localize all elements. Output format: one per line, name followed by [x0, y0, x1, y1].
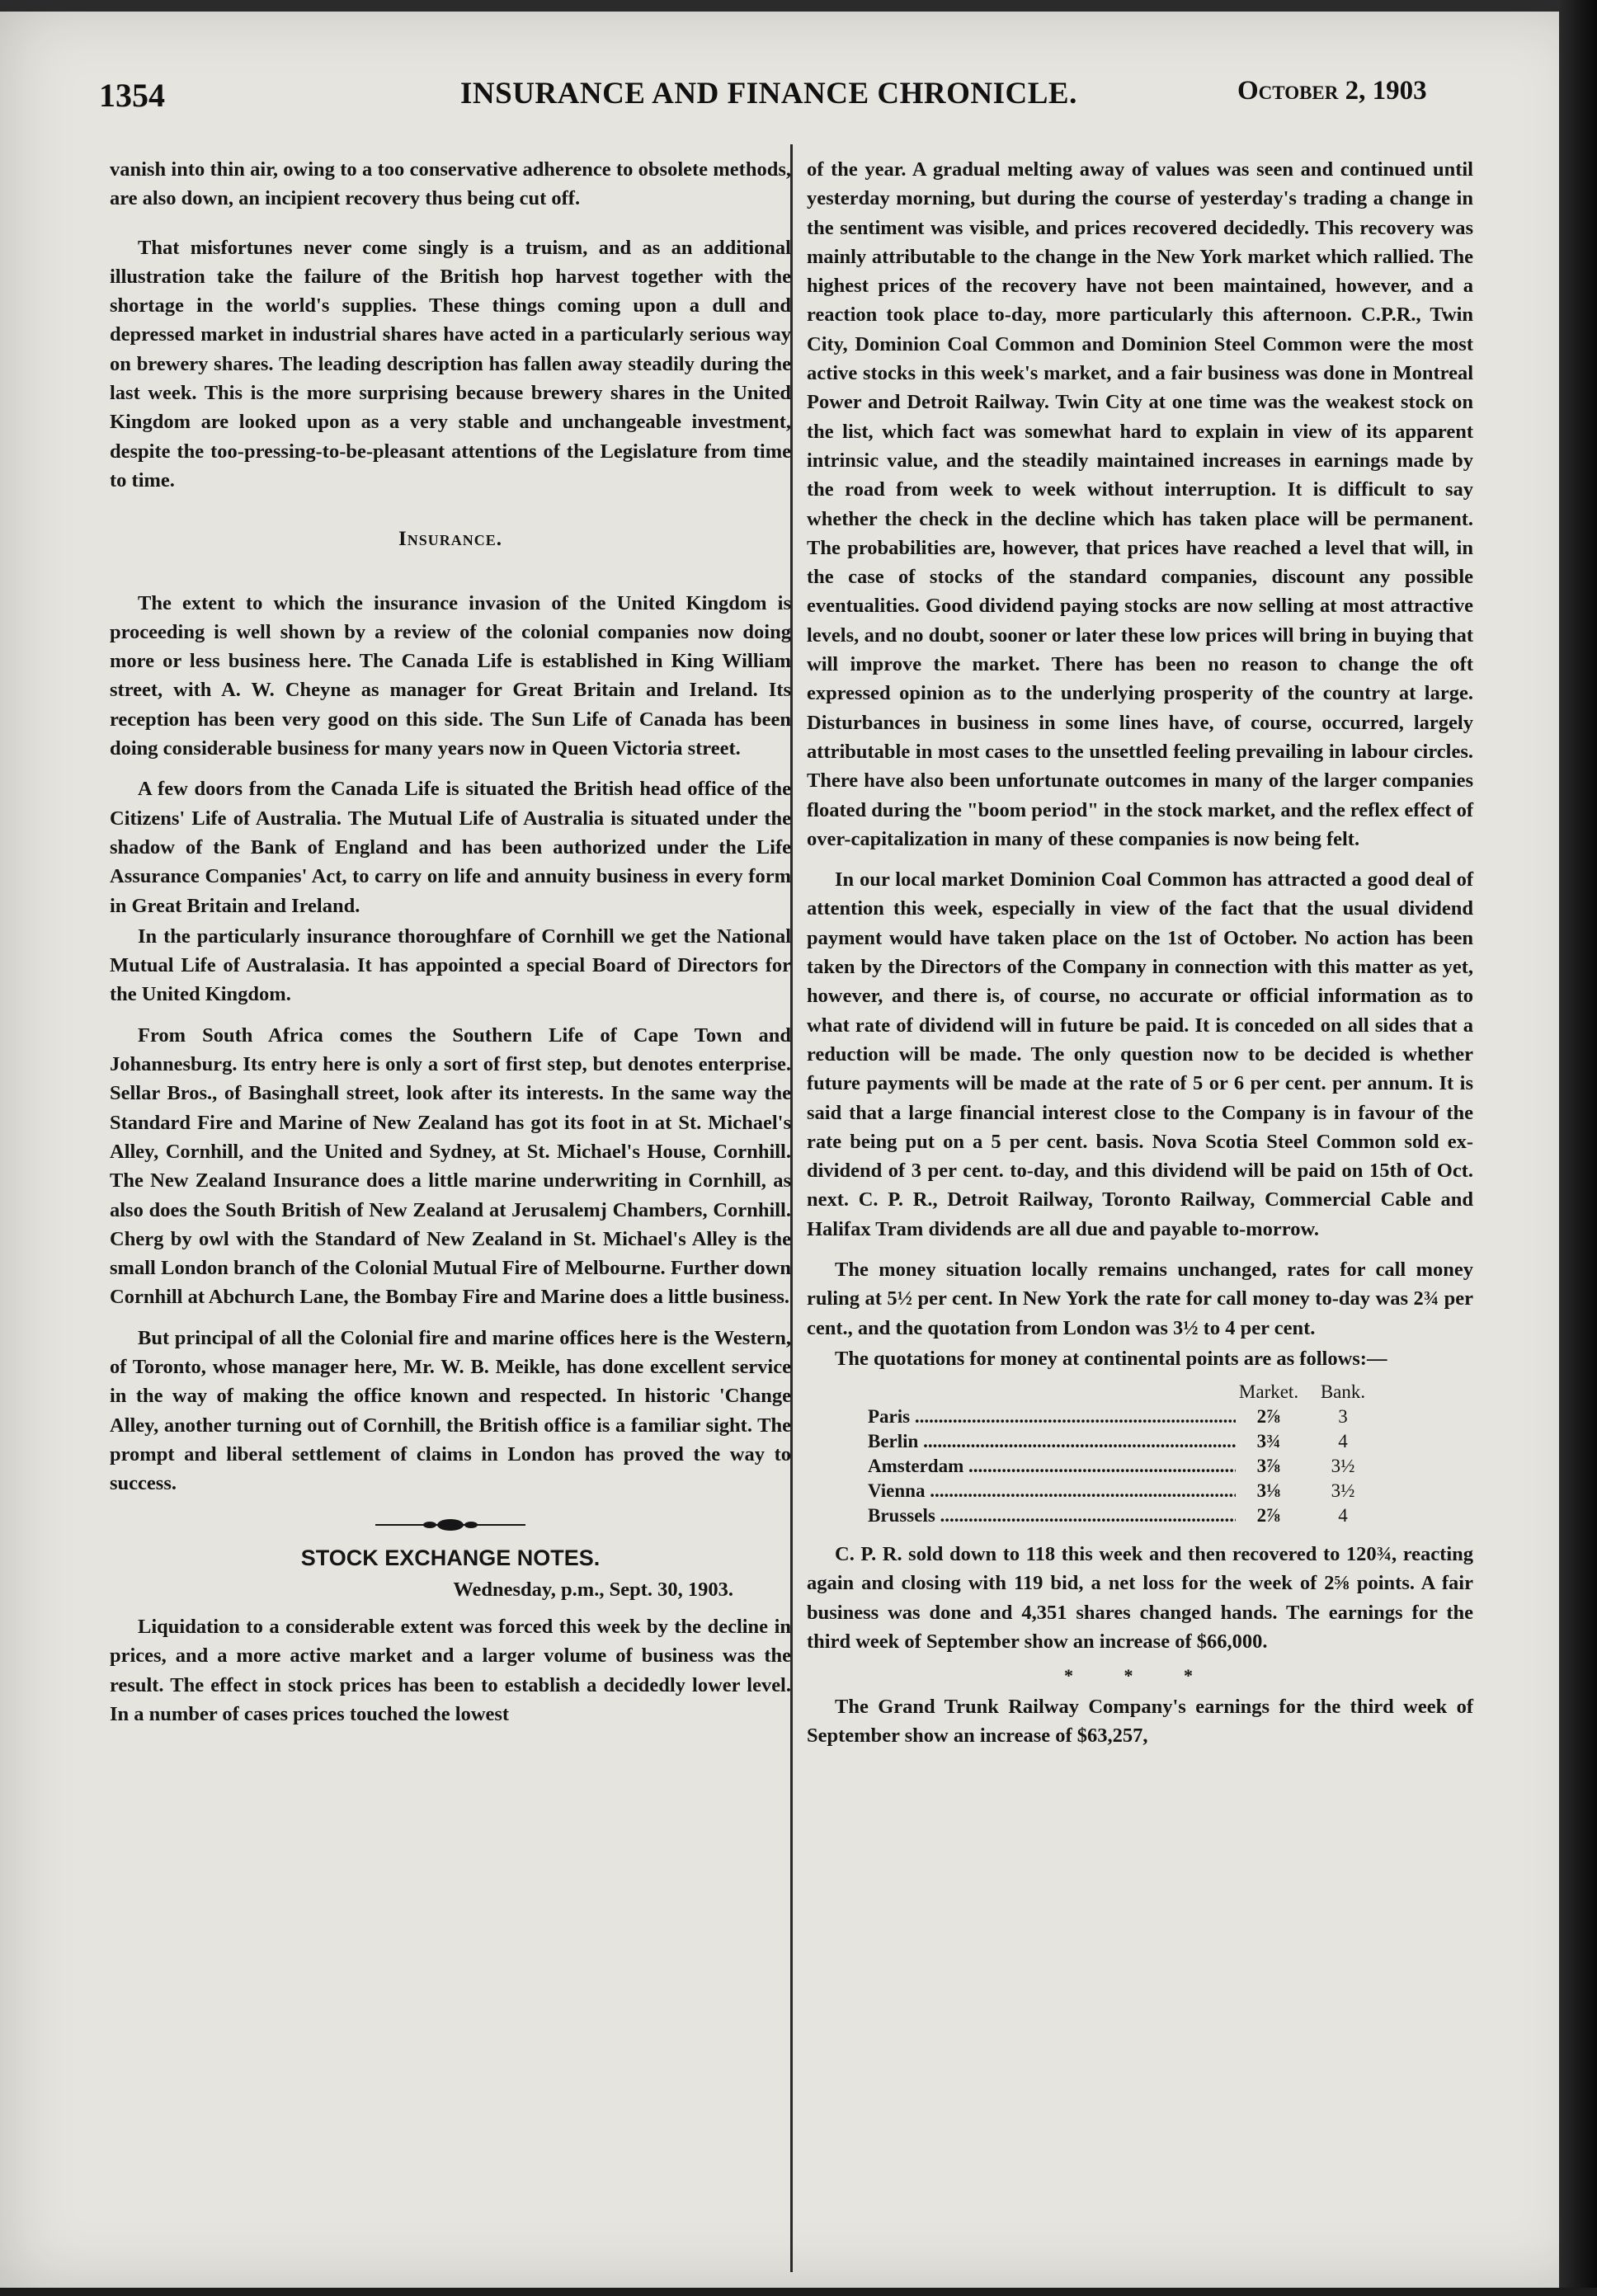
city-name: Vienna .....	[807, 1479, 1236, 1503]
table-row	[807, 1454, 1473, 1479]
market-rate: 3⅛	[1256, 1480, 1281, 1502]
bank-rate: 3½	[1331, 1480, 1355, 1502]
scan-border-top	[0, 0, 1597, 12]
quotations-header-row	[807, 1380, 1473, 1404]
scan-border-bottom	[0, 2288, 1597, 2296]
grand-trunk-paragraph: The Grand Trunk Railway Company's earnings for the third week of September show an increase of $63,257,	[807, 1695, 1473, 1747]
intro-paragraph: vanish into thin air, owing to a too conservative adherence to obsolete methods, are also down, an incipient recovery thus being cut off.	[110, 158, 791, 210]
city-name: Berlin .....	[807, 1429, 1236, 1454]
continued-paragraph: of the year. A gradual melting away of values was seen and continued until yesterday morning, but during the course of yesterday's trading a change in the sentiment was visible, and prices recovered decidedly. This recovery was mainly attributable to the change in the New York market which rallied. The highest prices of the recovery have not been maintained, however, and a reaction took place to-day, more particularly this afternoon. C.P.R., Twin City, Dominion Coal Common and Dominion Steel Common were the most active stocks in this week's market, and a fair business was done in Montreal Power and Detroit Railway. Twin City at one time was the weakest stock on the list, which fact was somewhat hard to explain in view of its apparent intrinsic value, and the steadily maintained increases in earnings made by the road from week to week without interruption. It is difficult to say whether the check in the decline which has taken place will be permanent. The probabilities are, however, that prices have reached a level that will, in the case of stocks of the standard companies, discount any possible eventualities. Good dividend paying stocks are now selling at most attractive levels, and no doubt, sooner or later these low prices will bring in buying that will improve the market. There has been no reason to change the oft expressed opinion as to the underlying prosperity of the country at large. Disturbances in business in some lines have, of course, occurred, largely attributable in most cases to the unsettled feeling prevailing in labour circles. There have also been unfortunate outcomes in many of the larger companies floated during the "boom period" in the stock market, and the reflex effect of over-capitalization in many of these companies is now being felt.	[807, 158, 1473, 850]
insurance-paragraph: In the particularly insurance thoroughfare of Cornhill we get the National Mutual Life of Australasia. It has appointed a special Board of Directors for the United Kingdom.	[110, 925, 791, 1006]
bank-rate: 3	[1338, 1406, 1348, 1428]
market-rate: 2⅞	[1256, 1406, 1281, 1428]
right-column	[807, 155, 1473, 1762]
insurance-paragraph: The extent to which the insurance invasion of the United Kingdom is proceeding is well shown by a review of the colonial companies now doing more or less business here. The Canada Life is established in King William street, with A. W. Cheyne as manager for Great Britain and Ireland. Its reception has been very good on this side. The Sun Life of Canada has been doing considerable business for many years now in Queen Victoria street.	[110, 591, 791, 760]
issue-date: October 2, 1903	[1237, 76, 1427, 106]
local-market-paragraph: In our local market Dominion Coal Common has attracted a good deal of attention this week, especially in view of the fact that the usual dividend payment would have taken place on the 1st of October. No action has been taken by the Directors of the Company in connection with this matter as yet, however, and there is, of course, no accurate or official information as to what rate of dividend will in future be paid. It is conceded on all sides that a reduction will be made. The only question now to be decided is whether future payments will be made at the rate of 5 or 6 per cent. per annum. It is said that a large financial interest close to the Company is in favour of the rate being put on a 5 per cent. basis. Nova Scotia Steel Common sold ex-dividend of 3 per cent. to-day, and this dividend will be paid on 15th of Oct. next. C. P. R., Detroit Railway, Toronto Railway, Commercial Cable and Halifax Tram dividends are all due and payable to-morrow.	[807, 868, 1473, 1240]
market-rate: 2⅞	[1256, 1505, 1281, 1527]
scan-border-right	[1559, 0, 1597, 2296]
stock-paragraph: Liquidation to a considerable extent was forced this week by the decline in prices, and a more active market and a larger volume of business was the result. The effect in stock prices has been to establish a decidedly lower level. In a number of cases prices touched the lowest	[110, 1616, 791, 1725]
quotations-table	[807, 1380, 1473, 1528]
left-column	[110, 155, 791, 1740]
cpr-paragraph: C. P. R. sold down to 118 this week and then recovered to 120¾, reacting again and closing with 119 bid, a net loss for the week of 2⅝ points. A fair business was done and 4,351 shares changed hands. The earnings for the third week of September show an increase of $66,000.	[807, 1543, 1473, 1654]
quotations-intro: The quotations for money at continental points are as follows:—	[835, 1347, 1387, 1370]
insurance-paragraph: But principal of all the Colonial fire and marine offices here is the Western, of Toronto, whose manager here, Mr. W. B. Meikle, has done excellent service in the way of making the office known and respected. In historic 'Change Alley, another turning out of Cornhill, the British office is a familiar sight. The prompt and liberal settlement of claims in London has proved the way to success.	[110, 1326, 791, 1495]
bank-rate: 4	[1338, 1505, 1348, 1527]
table-row	[807, 1503, 1473, 1528]
bank-rate: 4	[1338, 1431, 1348, 1452]
page-number: 1354	[99, 77, 165, 114]
bank-header: Bank.	[1320, 1381, 1366, 1403]
ornament-divider	[110, 1514, 791, 1536]
separator-stars: * * *	[1064, 1665, 1216, 1687]
money-paragraph: The money situation locally remains unchanged, rates for call money ruling at 5½ per cent. In New York the rate for call money to-day was 2¾ per cent., and the quotation from London was 3½ to 4 per cent.	[807, 1258, 1473, 1339]
dateline: Wednesday, p.m., Sept. 30, 1903.	[453, 1578, 733, 1601]
market-rate: 3¾	[1256, 1431, 1281, 1452]
city-name: Brussels .....	[807, 1503, 1236, 1528]
bank-rate: 3½	[1331, 1456, 1355, 1477]
table-row	[807, 1429, 1473, 1454]
market-rate: 3⅞	[1256, 1456, 1281, 1477]
misfortunes-paragraph: That misfortunes never come singly is a truism, and as an additional illustration take the failure of the British hop harvest together with the shortage in the world's supplies. These things coming upon a dull and depressed market in industrial shares have acted in a particularly serious way on brewery shares. The leading description has fallen away steadily during the last week. This is the more surprising because brewery shares in the United Kingdom are looked upon as a very stable and unchangeable investment, despite the too-pressing-to-be-pleasant attentions of the Legislature from time to time.	[110, 236, 791, 492]
insurance-paragraph: A few doors from the Canada Life is situated the British head office of the Citizens' Life of Australia. The Mutual Life of Australia is situated under the shadow of the Bank of England and has been authorized under the Life Assurance Companies' Act, to carry on life and annuity business in every form in Great Britain and Ireland.	[110, 778, 791, 917]
running-title: INSURANCE AND FINANCE CHRONICLE.	[460, 77, 1077, 111]
city-name: Amsterdam .....	[807, 1454, 1236, 1479]
table-row	[807, 1479, 1473, 1503]
insurance-heading: Insurance.	[398, 528, 502, 551]
city-name: Paris .....	[807, 1404, 1236, 1429]
table-row	[807, 1404, 1473, 1429]
stock-exchange-heading: STOCK EXCHANGE NOTES.	[300, 1546, 601, 1571]
market-header: Market.	[1238, 1381, 1299, 1403]
insurance-paragraph: From South Africa comes the Southern Life of Cape Town and Johannesburg. Its entry here is only a sort of first step, but denotes enterprise. Sellar Bros., of Basinghall street, look after its interests. In the same way the Standard Fire and Marine of New Zealand has got its foot in at St. Michael's Alley, Cornhill, and the United and Sydney, at St. Michael's House, Cornhill. The New Zealand Insurance does a little marine underwriting in Cornhill, as also does the South British of New Zealand at Jerusalemj Chambers, Cornhill. Cherg by owl with the Standard of New Zealand in St. Michael's Alley is the small London branch of the Colonial Mutual Fire of Melbourne. Further down Cornhill at Abchurch Lane, the Bombay Fire and Marine does a little business.	[110, 1023, 791, 1309]
